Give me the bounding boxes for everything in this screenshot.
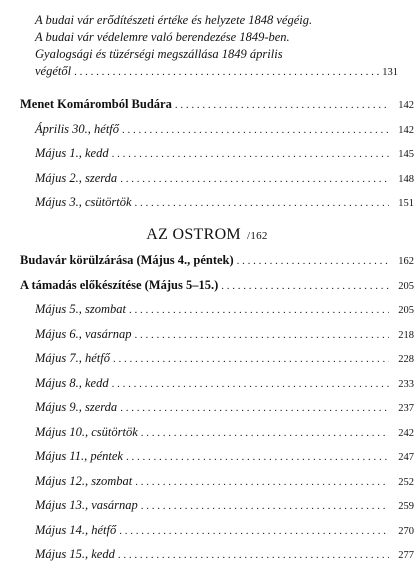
page-number: 270: [398, 525, 414, 537]
entry-title: Május 9., szerda: [35, 400, 118, 414]
entry-title: Május 2., szerda: [35, 170, 118, 185]
part-title: AZ OSTROM: [146, 226, 241, 243]
entry-title: Május 14., hétfő: [35, 522, 117, 537]
dot-leader: [126, 450, 389, 464]
toc-entry[interactable]: [0, 122, 414, 138]
toc-entry[interactable]: [0, 302, 414, 318]
toc-entry[interactable]: [0, 146, 414, 162]
toc-entry[interactable]: [0, 523, 414, 539]
intro-line: A budai vár erődítészeti értéke és helyzete 1848 végéig.: [35, 13, 313, 27]
toc-entry[interactable]: [0, 195, 414, 211]
dot-leader: [221, 279, 389, 293]
part-page-number: /162: [246, 230, 268, 242]
page-number: 228: [398, 354, 414, 365]
dot-leader: [119, 524, 389, 538]
dot-leader: [129, 303, 389, 317]
toc-entry[interactable]: [0, 498, 414, 514]
page-number: 242: [398, 427, 414, 439]
entry-title: Május 13., vasárnap: [35, 498, 138, 512]
entry-title: Április 30., hétfő: [35, 121, 120, 136]
entry-title: Május 15., kedd: [35, 547, 115, 561]
page-number: 259: [398, 501, 414, 512]
entry-title: Budavár körülzárása (Május 4., péntek): [20, 253, 234, 267]
intro-block: [35, 12, 398, 81]
entry-title: Május 5., szombat: [35, 302, 126, 316]
page-number: 162: [398, 256, 414, 267]
entry-title: Május 6., vasárnap: [35, 326, 132, 341]
toc-entry[interactable]: [0, 327, 414, 343]
dot-leader: [175, 98, 389, 112]
toc-entry[interactable]: [0, 400, 414, 416]
toc-entry[interactable]: [0, 97, 414, 113]
dot-leader: [122, 123, 389, 137]
intro-line: A budai vár védelemre való berendezése 1849-ben.: [35, 30, 290, 44]
entry-title: Május 3., csütörtök: [35, 195, 132, 209]
page-number: 247: [398, 452, 414, 463]
dot-leader: [135, 475, 389, 489]
entry-title: Május 7., hétfő: [35, 351, 110, 365]
dot-leader: [113, 352, 389, 366]
dot-leader: [135, 328, 389, 342]
entry-title: Május 11., péntek: [35, 449, 123, 463]
page-number: 142: [398, 124, 414, 136]
page-number: 151: [398, 198, 414, 209]
dot-leader: [237, 254, 389, 268]
toc-entry[interactable]: [0, 351, 414, 367]
part-heading: [0, 226, 414, 244]
page-number: 148: [398, 173, 414, 185]
dot-leader: [120, 401, 389, 415]
page-number: 205: [398, 280, 414, 292]
page-number: 277: [398, 550, 414, 561]
intro-line: Gyalogsági és tüzérségi megszállása 1849 április: [35, 47, 283, 61]
entry-title: Május 8., kedd: [35, 375, 109, 390]
dot-leader: [141, 499, 389, 513]
intro-last-line: [35, 63, 398, 81]
page-number: 131: [382, 67, 398, 78]
dot-leader: [141, 426, 389, 440]
dot-leader: [120, 172, 389, 186]
dot-leader: [112, 377, 389, 391]
entry-title: Május 10., csütörtök: [35, 424, 138, 439]
entry-title: Menet Komáromból Budára: [20, 97, 172, 111]
toc-entry[interactable]: [0, 474, 414, 490]
toc-entry[interactable]: [0, 376, 414, 392]
dot-leader: [135, 196, 389, 210]
entry-title: Május 1., kedd: [35, 146, 109, 160]
intro-last-text: végétől: [35, 64, 72, 78]
page-number: 218: [398, 329, 414, 341]
page-number: 252: [398, 476, 414, 488]
page-number: 205: [398, 305, 414, 316]
toc-entry[interactable]: [0, 253, 414, 269]
toc-entry[interactable]: [0, 425, 414, 441]
toc-entry[interactable]: [0, 547, 414, 563]
toc-entry[interactable]: [0, 449, 414, 465]
toc-entry[interactable]: [0, 171, 414, 187]
page-number: 142: [398, 100, 414, 111]
page-number: 145: [398, 149, 414, 160]
page-number: 237: [398, 403, 414, 414]
entry-title: Május 12., szombat: [35, 473, 133, 488]
page-number: 233: [398, 378, 414, 390]
dot-leader: [118, 548, 389, 562]
dot-leader: [112, 147, 389, 161]
dot-leader: [74, 64, 379, 81]
toc-entry[interactable]: [0, 278, 414, 294]
entry-title: A támadás előkészítése (Május 5–15.): [20, 277, 219, 292]
